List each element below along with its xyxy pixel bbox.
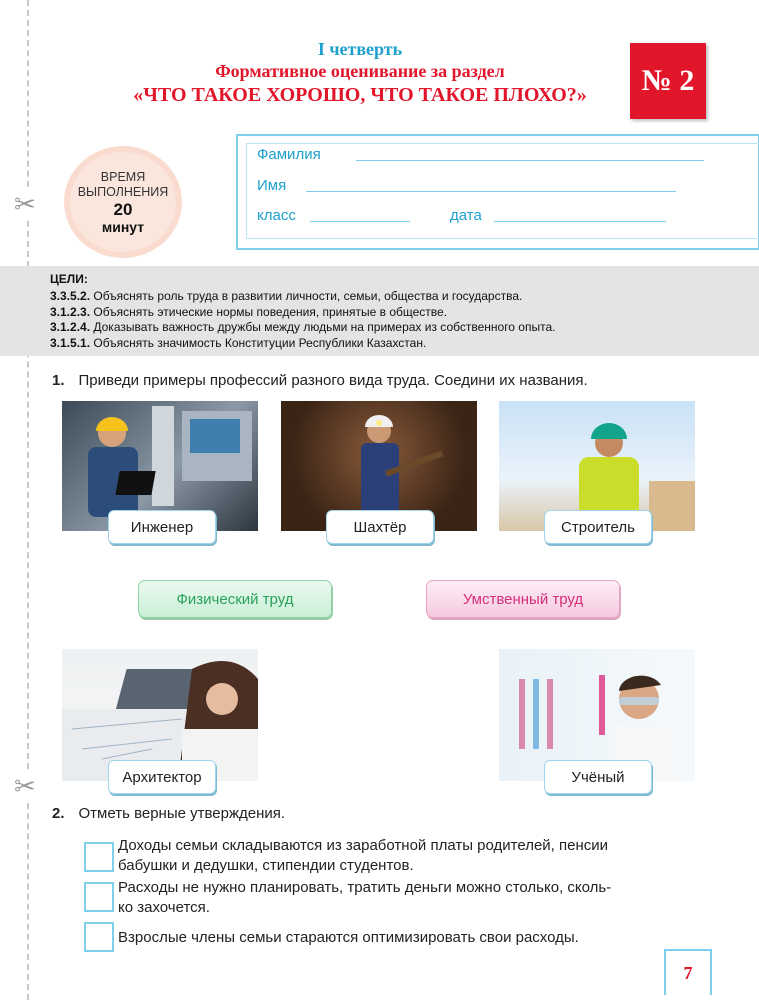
timer-unit: минут — [101, 218, 145, 235]
goal-text: Доказывать важность дружбы между людьми на примерах из собственного опыта. — [93, 320, 556, 334]
profession-chip-architect[interactable]: Архитектор — [108, 760, 216, 794]
statement-3 — [118, 928, 708, 948]
statement-checkbox-1[interactable] — [84, 842, 114, 872]
statement-3-line-1: Взрослые члены семьи стараются оптимизировать свои расходы. — [118, 929, 579, 946]
date-field[interactable] — [494, 221, 666, 222]
category-physical-labor[interactable]: Физический труд — [138, 580, 332, 618]
goal-code: 3.1.2.3. — [50, 305, 91, 319]
time-limit-circle — [64, 146, 182, 258]
goal-text: Объяснять роль труда в развитии личности, семьи, общества и государства. — [93, 289, 523, 303]
statement-2 — [118, 878, 708, 918]
category-mental-labor[interactable]: Умственный труд — [426, 580, 620, 618]
surname-field[interactable] — [356, 160, 704, 161]
goal-code: 3.3.5.2. — [50, 289, 91, 303]
name-field[interactable] — [306, 191, 676, 192]
timer-minutes: 20 — [113, 199, 133, 219]
statement-1 — [118, 836, 708, 876]
page-number: 7 — [664, 949, 712, 995]
date-label: дата — [450, 207, 482, 224]
title-line-1: Формативное оценивание за раздел — [215, 61, 505, 81]
surname-label: Фамилия — [257, 146, 321, 163]
title-line-2: «ЧТО ТАКОЕ ХОРОШО, ЧТО ТАКОЕ ПЛОХО?» — [133, 84, 587, 106]
statement-checkbox-3[interactable] — [84, 922, 114, 952]
task-2-prompt — [52, 805, 285, 822]
task-1-text: Приведи примеры профессий разного вида труда. Соедини их названия. — [78, 372, 588, 389]
statement-checkbox-2[interactable] — [84, 882, 114, 912]
statement-1-line-1: Доходы семьи складываются из заработной платы родителей, пенсии — [118, 837, 609, 854]
statement-2-line-1: Расходы не нужно планировать, тратить деньги можно столько, сколь- — [118, 879, 612, 896]
statement-1-line-2: бабушки и дедушки, стипендии студентов. — [118, 857, 414, 874]
goal-text: Объяснять этические нормы поведения, принятые в обществе. — [93, 305, 448, 319]
quarter-label: I четверть — [317, 39, 403, 59]
goals-title: ЦЕЛИ: — [50, 272, 88, 286]
class-label: класс — [257, 207, 296, 224]
goal-item — [50, 320, 555, 334]
scissors-icon: ✂ — [14, 190, 36, 220]
profession-chip-engineer[interactable]: Инженер — [108, 510, 216, 544]
task-1-number: 1. — [52, 372, 65, 389]
task-1-prompt — [52, 372, 588, 389]
goal-code: 3.1.5.1. — [50, 336, 91, 350]
number-badge: № 2 — [630, 43, 706, 119]
goal-code: 3.1.2.4. — [50, 320, 91, 334]
goal-item — [50, 336, 426, 350]
profession-chip-scientist[interactable]: Учёный — [544, 760, 652, 794]
profession-chip-miner[interactable]: Шахтёр — [326, 510, 434, 544]
task-2-number: 2. — [52, 805, 65, 822]
goal-item — [50, 289, 522, 303]
timer-line-1: ВРЕМЯ — [100, 169, 146, 184]
profession-chip-builder[interactable]: Строитель — [544, 510, 652, 544]
page-header — [120, 38, 600, 108]
statement-2-line-2: ко захочется. — [118, 899, 210, 916]
name-label: Имя — [257, 177, 287, 194]
cut-line — [27, 0, 29, 1000]
timer-line-2: ВЫПОЛНЕНИЯ — [77, 184, 169, 199]
task-2-text: Отметь верные утверждения. — [78, 805, 286, 822]
scissors-icon: ✂ — [14, 772, 36, 802]
goal-text: Объяснять значимость Конституции Республики Казахстан. — [93, 336, 427, 350]
goal-item — [50, 305, 447, 319]
class-field[interactable] — [310, 221, 410, 222]
